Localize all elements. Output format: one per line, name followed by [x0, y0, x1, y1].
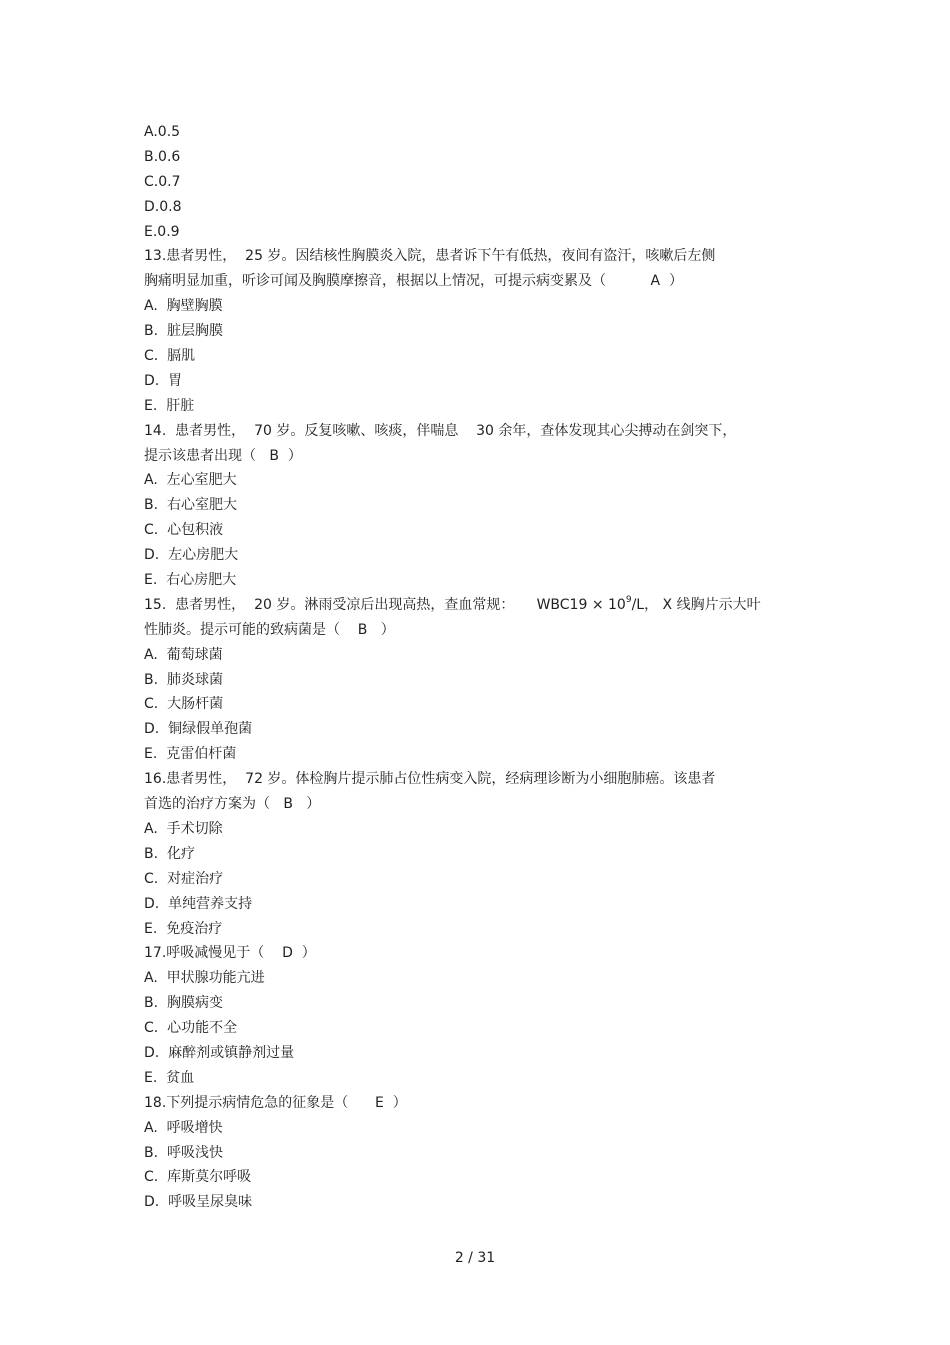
question-15 — [144, 593, 814, 618]
option-c: C. 对症治疗 — [144, 870, 224, 887]
option-a: A. 葡萄球菌 — [144, 646, 223, 663]
option-e: E.0.9 — [144, 223, 180, 240]
question-15-tail: /L， X 线胸片示大叶 — [631, 596, 761, 613]
option-d: D. 麻醉剂或镇静剂过量 — [144, 1044, 295, 1061]
question-14-cont: 提示该患者出现（ B ） — [144, 447, 302, 464]
option-a: A. 左心室肥大 — [144, 472, 237, 489]
option-d: D. 呼吸呈尿臭味 — [144, 1194, 253, 1211]
question-18: 18.下列提示病情危急的征象是（ E ） — [144, 1094, 407, 1111]
option-c: C. 心功能不全 — [144, 1020, 238, 1037]
option-c: C.0.7 — [144, 173, 181, 190]
option-c: C. 库斯莫尔呼吸 — [144, 1169, 252, 1186]
question-17: 17.呼吸减慢见于（ D ） — [144, 945, 316, 962]
option-e: E. 克雷伯杆菌 — [144, 746, 237, 763]
option-d: D. 胃 — [144, 372, 183, 389]
option-b: B.0.6 — [144, 148, 181, 165]
option-a: A. 甲状腺功能亢进 — [144, 970, 265, 987]
option-a: A.0.5 — [144, 124, 181, 140]
option-b: B. 肺炎球菌 — [144, 671, 223, 688]
question-13: 13.患者男性， 25 岁。因结核性胸膜炎入院，患者诉下午有低热，夜间有盗汗，咳嗽后左侧 — [144, 248, 716, 265]
option-e: E. 肝脏 — [144, 397, 195, 414]
question-15-text: 15. 患者男性， 20 岁。淋雨受凉后出现高热，查血常规： WBC19 × 10 — [144, 596, 626, 613]
question-15-cont: 性肺炎。提示可能的致病菌是（ B ） — [144, 621, 395, 638]
option-d: D. 左心房肥大 — [144, 547, 239, 564]
option-e: E. 贫血 — [144, 1069, 195, 1086]
option-e: E. 右心房肥大 — [144, 572, 237, 589]
option-c: C. 膈肌 — [144, 348, 196, 365]
option-b: B. 胸膜病变 — [144, 995, 223, 1012]
option-c: C. 大肠杆菌 — [144, 696, 224, 713]
option-a: A. 胸壁胸膜 — [144, 298, 223, 315]
option-c: C. 心包积液 — [144, 522, 224, 539]
option-e: E. 免疫治疗 — [144, 920, 223, 937]
question-list — [144, 120, 814, 1215]
question-14: 14. 患者男性， 70 岁。反复咳嗽、咳痰，伴喘息 30 余年，查体发现其心尖搏动在剑突下， — [144, 422, 737, 439]
option-a: A. 手术切除 — [144, 820, 223, 837]
option-d: D. 铜绿假单孢菌 — [144, 721, 253, 738]
option-d: D.0.8 — [144, 198, 182, 215]
option-d: D. 单纯营养支持 — [144, 895, 253, 912]
question-16: 16.患者男性， 72 岁。体检胸片提示肺占位性病变入院，经病理诊断为小细胞肺癌。该患者 — [144, 771, 716, 788]
option-b: B. 化疗 — [144, 845, 195, 862]
question-16-cont: 首选的治疗方案为（ B ） — [144, 796, 321, 813]
option-b: B. 呼吸浅快 — [144, 1144, 223, 1161]
option-b: B. 脏层胸膜 — [144, 323, 223, 340]
option-a: A. 呼吸增快 — [144, 1119, 223, 1136]
page-number: 2 / 31 — [454, 1250, 496, 1266]
exponent: 9 — [625, 594, 632, 605]
question-13-cont: 胸痛明显加重，听诊可闻及胸膜摩擦音，根据以上情况，可提示病变累及（ A ） — [144, 273, 683, 290]
option-b: B. 右心室肥大 — [144, 497, 237, 514]
